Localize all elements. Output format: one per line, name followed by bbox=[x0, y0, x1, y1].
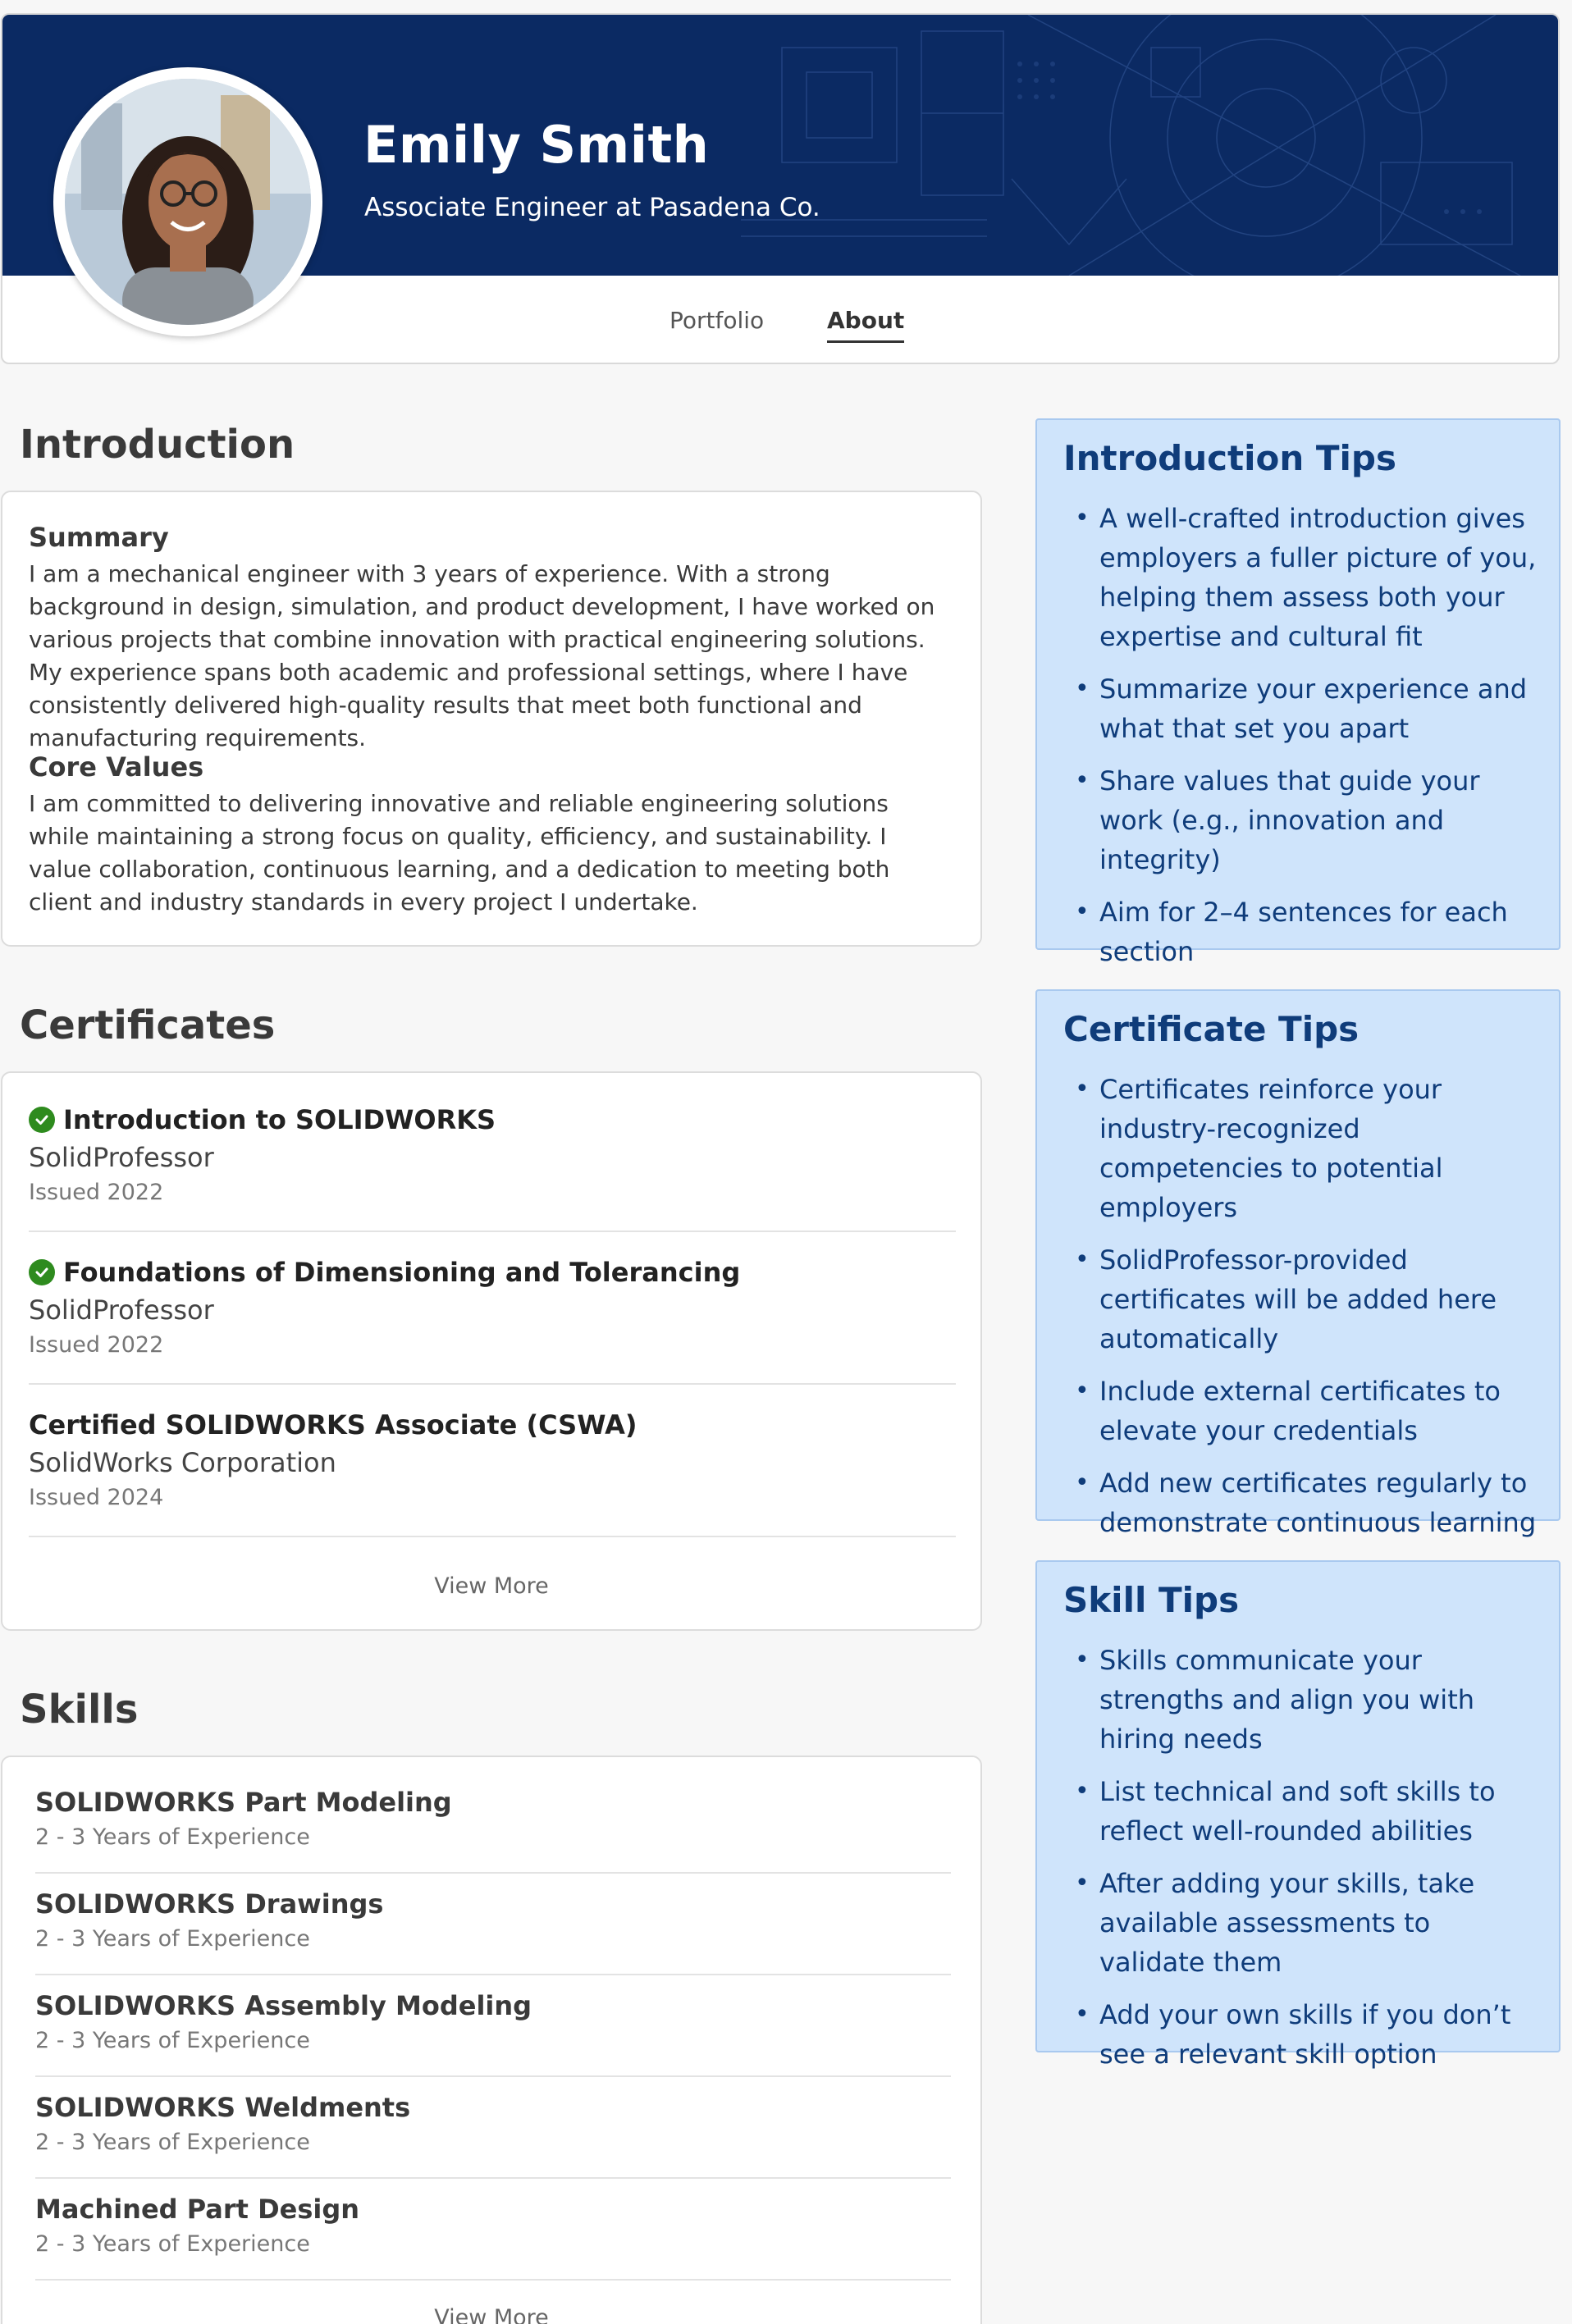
tab-portfolio[interactable]: Portfolio bbox=[669, 307, 765, 334]
certificate-name: Foundations of Dimensioning and Tolerancing bbox=[63, 1257, 741, 1288]
certificate-issued-date: Issued 2022 bbox=[29, 1332, 164, 1358]
certificate-name-row bbox=[29, 1104, 496, 1135]
core-values-heading: Core Values bbox=[29, 751, 204, 783]
introduction-tips-list bbox=[1063, 499, 1539, 984]
introduction-heading: Introduction bbox=[20, 422, 295, 468]
certificate-divider bbox=[29, 1230, 956, 1232]
certificate-name: Certified SOLIDWORKS Associate (CSWA) bbox=[29, 1409, 637, 1441]
certificate-divider bbox=[29, 1383, 956, 1385]
skill-experience: 2 - 3 Years of Experience bbox=[35, 1926, 310, 1952]
skill-divider bbox=[35, 1974, 951, 1975]
certificate-issuer: SolidProfessor bbox=[29, 1142, 214, 1173]
tip-item: • Skills communicate your strengths and align you with hiring needs bbox=[1063, 1641, 1539, 1759]
skill-experience: 2 - 3 Years of Experience bbox=[35, 2231, 310, 2257]
avatar-photo-icon bbox=[65, 79, 311, 325]
tip-item: • After adding your skills, take available assessments to validate them bbox=[1063, 1864, 1539, 1982]
summary-heading: Summary bbox=[29, 522, 169, 553]
certificate-name: Introduction to SOLIDWORKS bbox=[63, 1104, 496, 1135]
certificate-issuer: SolidWorks Corporation bbox=[29, 1447, 336, 1478]
profile-header-card bbox=[1, 13, 1560, 364]
tip-item: • List technical and soft skills to reflect well-rounded abilities bbox=[1063, 1772, 1539, 1851]
certificate-item[interactable] bbox=[29, 1257, 956, 1409]
skill-divider bbox=[35, 2075, 951, 2077]
skill-divider bbox=[35, 1872, 951, 1874]
certificates-view-more-link[interactable]: View More bbox=[434, 1573, 549, 1599]
skill-name: SOLIDWORKS Part Modeling bbox=[35, 1787, 452, 1818]
skill-tips-list bbox=[1063, 1641, 1539, 2087]
skills-view-more-link[interactable]: View More bbox=[434, 2305, 549, 2324]
tip-item: • Add new certificates regularly to demonstrate continuous learning bbox=[1063, 1463, 1539, 1542]
introduction-tips-title: Introduction Tips bbox=[1063, 438, 1396, 478]
skill-experience: 2 - 3 Years of Experience bbox=[35, 2130, 310, 2155]
certificates-card bbox=[1, 1071, 982, 1631]
certificate-issuer: SolidProfessor bbox=[29, 1294, 214, 1326]
skill-divider bbox=[35, 2279, 951, 2281]
tip-item: • A well-crafted introduction gives employers a fuller picture of you, helping them assess both your expertise and cultural fit bbox=[1063, 499, 1539, 656]
certificate-issued-date: Issued 2024 bbox=[29, 1485, 164, 1510]
tip-item: • Summarize your experience and what that set you apart bbox=[1063, 669, 1539, 748]
summary-text: I am a mechanical engineer with 3 years of experience. With a strong background in design, simulation, and product development, I have worked on various projects that combine innovation with practical engineering solutions. My experience spans both academic and professional settings, where I have consistently delivered high-quality results that meet both functional and manufacturing requirements. bbox=[29, 560, 935, 751]
profile-name: Emily Smith bbox=[363, 115, 710, 175]
skill-name: SOLIDWORKS Assembly Modeling bbox=[35, 1990, 532, 2021]
skill-name: Machined Part Design bbox=[35, 2194, 360, 2225]
certificate-name-row bbox=[29, 1257, 740, 1288]
certificate-divider bbox=[29, 1536, 956, 1537]
tip-item: • Certificates reinforce your industry-recognized competencies to potential employers bbox=[1063, 1070, 1539, 1227]
skill-experience: 2 - 3 Years of Experience bbox=[35, 1824, 310, 1850]
certificate-item[interactable] bbox=[29, 1409, 956, 1562]
tip-item: • Include external certificates to elevate your credentials bbox=[1063, 1372, 1539, 1450]
introduction-card bbox=[1, 491, 982, 947]
profile-tabs bbox=[2, 307, 1558, 356]
tip-item: • Share values that guide your work (e.g., innovation and integrity) bbox=[1063, 761, 1539, 879]
introduction-tips-box bbox=[1035, 418, 1561, 967]
skill-tips-box bbox=[1035, 1560, 1561, 2070]
skill-name: SOLIDWORKS Drawings bbox=[35, 1888, 384, 1920]
core-values-text: I am committed to delivering innovative and reliable engineering solutions while maintaining a strong focus on quality, efficiency, and sustainability. I value collaboration, continuous learning, and a dedication to meeting both client and industry standards in every project I undertake. bbox=[29, 790, 890, 915]
verified-check-icon bbox=[29, 1107, 55, 1133]
tip-item: • SolidProfessor-provided certificates will be added here automatically bbox=[1063, 1240, 1539, 1358]
certificate-name-row bbox=[29, 1409, 637, 1441]
skill-tips-title: Skill Tips bbox=[1063, 1580, 1240, 1620]
skill-name: SOLIDWORKS Weldments bbox=[35, 2092, 411, 2123]
certificates-heading: Certificates bbox=[20, 1002, 276, 1048]
certificate-issued-date: Issued 2022 bbox=[29, 1180, 164, 1205]
certificate-tips-box bbox=[1035, 989, 1561, 1538]
verified-check-icon bbox=[29, 1259, 55, 1285]
skills-card bbox=[1, 1756, 982, 2324]
certificate-tips-title: Certificate Tips bbox=[1063, 1009, 1360, 1049]
tip-item: • Add your own skills if you don’t see a relevant skill option bbox=[1063, 1995, 1539, 2074]
certificate-item[interactable] bbox=[29, 1104, 956, 1257]
skill-experience: 2 - 3 Years of Experience bbox=[35, 2028, 310, 2053]
profile-job-title: Associate Engineer at Pasadena Co. bbox=[364, 193, 820, 222]
tip-item: • Aim for 2–4 sentences for each section bbox=[1063, 893, 1539, 971]
certificate-tips-list bbox=[1063, 1070, 1539, 1555]
avatar[interactable] bbox=[53, 67, 322, 336]
skills-heading: Skills bbox=[20, 1687, 139, 1733]
skill-divider bbox=[35, 2177, 951, 2179]
tab-about[interactable]: About bbox=[827, 307, 904, 343]
